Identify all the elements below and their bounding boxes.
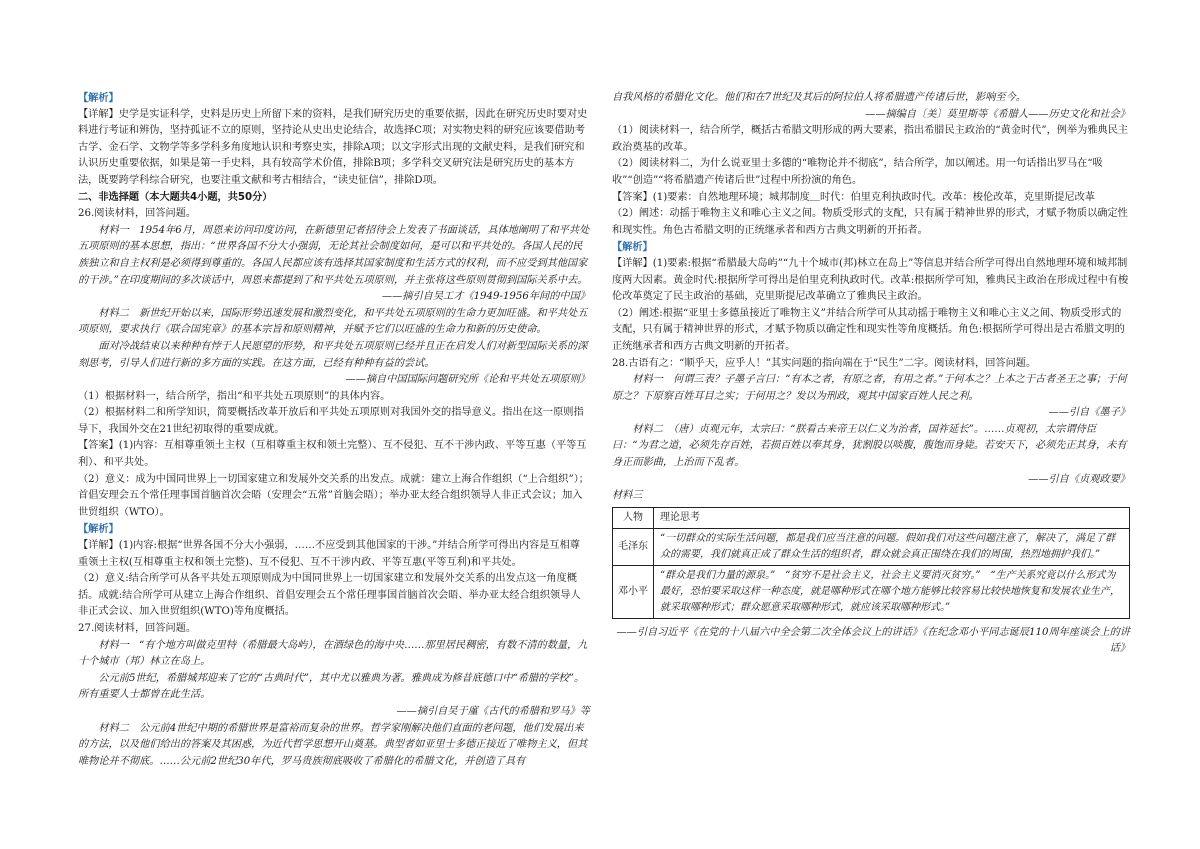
paragraph: 【详解】(1)内容:根据“世界各国不分大小强弱，……不应受到其他国家的干涉。”并结合所学可得出内容是互相尊重领土主权(互相尊重主权和领土完整)、互不侵犯、互不干涉内政、平等互惠(平等互利)和平共处。	[78, 540, 580, 568]
paragraph: ——摘编自〔美〕莫里斯等《希腊人——历史文化和社会》	[865, 108, 1130, 120]
left-column	[78, 90, 590, 770]
paragraph: 材料一 1954年6月，周恩来访问印度访问，在新德里记者招待会上发表了书面谈话，具体地阐明了和平共处五项原则的基本思想，指出：“世界各国不分大小强弱，无论其社会制度如何，是可以和平共处的。各国人民的民族独立和自主权利是必须得到尊重的。各国人民都应该有选择其国家制度和生活方式的权利，而不应受到其他国家的干涉。”在印度期间的多次谈话中，周恩来都提到了和平共处五项原则，并主张将这些原则贯彻到国际关系中去。	[78, 224, 590, 286]
paragraph: 面对冷战结束以来种种有悖于人民愿望的形势，和平共处五项原则已经并且正在启发人们对新型国际关系的深刻思考，引导人们进行新的多方面的实践。在这方面，已经有种种有益的尝试。	[78, 340, 588, 369]
paragraph: 【答案】(1)内容：互相尊重领土主权（互相尊重主权和领土完整）、互不侵犯、互不干涉内政、平等互惠（平等互利）、和平共处。	[78, 440, 587, 469]
table-cell-person: 毛泽东	[613, 528, 654, 565]
right-paragraphs	[612, 90, 1130, 505]
paragraph: 28.古语有之：“顺乎天，应乎人！”其实问题的指向端在于“民生”二字。阅读材料，回答问题。	[612, 357, 1037, 369]
table-cell-quote: “群众是我们力量的源泉。” “贫穷不是社会主义，社会主义要消灭贫穷。” “生产关系究竟以什么形式为最好，恐怕要采取这样一种态度，就是哪种形式在哪个地方能够比较容易比较快地恢复和发展农业生产，就采取哪种形式；群众愿意采取哪种形式，就应该采取哪种形式。”	[654, 565, 1130, 618]
paragraph: 27.阅读材料，回答问题。	[78, 623, 197, 634]
paragraph: 【答案】(1)要素：自然地理环境；城邦制度＿时代：伯里克利执政时代。改革：梭伦改革，克里斯提尼改革	[612, 191, 1096, 203]
closing-source: ——引自习近平《在党的十八届六中全会第二次全体会议上的讲话》《在纪念邓小平同志诞辰110周年座谈会上的讲话》	[616, 626, 1130, 655]
paragraph: （2）意义:结合所学可从各平共处五项原则成为中国同世界上一切国家建立和发展外交关系的出发点这一角度概括。成就:结合所学可从建立上海合作组织、首倡安理会五个常任理事国首脑首次会晤、举办亚太经合组织领导人非正式会议、加入世贸组织(WTO)等角度概括。	[78, 573, 581, 618]
paragraph: 【详解】(1)要素:根据“希腊最大岛屿”“九十个城市(邦)林立在岛上”等信息并结合所学可得出自然地理环境和城邦制度两大因素。黄金时代:根据所学可得出是伯里克利执政时代。改革:根据所学可知，雅典民主政治在形成过程中有梭伦改革奠定了民主政治的基础，克里斯提尼改革确立了雅典民主政治。	[612, 257, 1129, 303]
paragraph: 自我风格的希腊化文化。他们和在7世纪及其后的阿拉伯人将希腊遗产传诸后世，影响至今。	[612, 92, 1026, 103]
paragraph: 公元前5世纪，希腊城邦迎来了它的“古典时代”，其中尤以雅典为著。雅典成为修昔底德口中“希腊的学校”。所有重要人士都曾在此生活。	[78, 672, 585, 701]
paragraph: ——摘引自吴于廑《古代的希腊和罗马》等	[396, 705, 590, 717]
paragraph: 【解析】	[78, 523, 119, 536]
paragraph: （2）阐述:根据“亚里士多德虽接近了唯物主义”并结合所学可从其动摇于唯物主义和唯心主义之间、物质受形式的支配，只有属于精神世界的形式，才赋予物质以确定性和现实性等角度概括。角色:根据所学可得出是古希腊文明的正统继承者和西方古典文明新的开拓者。	[612, 307, 1125, 352]
paragraph: ——引自《墨子》	[1048, 407, 1130, 419]
paragraph: 材料三	[612, 490, 643, 502]
paragraph: （1）根据材料一，结合所学，指出“和平共处五项原则”的具体内容。	[78, 390, 391, 402]
paragraph: 材料二 公元前4世纪中期的希腊世界是富裕而复杂的世界。哲学家刚解决他们直面的老问题，他们发展出来的方法，以及他们给出的答案及其困惑，为近代哲学思想开山奠基。典型者如亚里士多德正接近了唯物主义，但其唯物论并不彻底。……公元前2世纪30年代，罗马贵族彻底吸收了希腊化的希腊文化，并创造了具有	[78, 722, 588, 767]
paragraph: 二、非选择题（本大题共4小题，共50分）	[78, 191, 273, 203]
paragraph: ——摘自中国国际问题研究所《论和平共处五项原则》	[345, 374, 590, 386]
paragraph: 材料二 新世纪开始以来，国际形势迅速发展和激烈变化，和平共处五项原则的生命力更加旺盛。和平共处五项原则，要求执行《联合国宪章》的基本宗旨和原则精神，并赋予它们以旺盛的生命力和新的历史使命。	[78, 307, 588, 336]
table-header-theory: 理论思考	[654, 507, 1130, 528]
material-three-table	[612, 507, 1130, 619]
paragraph: 【解析】	[78, 92, 119, 104]
paragraph: （1）阅读材料一，结合所学，概括古希腊文明形成的两大要素，指出希腊民主政治的“黄金时代”，例举为雅典民主政治奠基的改革。	[612, 125, 1129, 153]
table-header-person: 人物	[613, 507, 654, 528]
table-header-row	[613, 507, 1130, 528]
paragraph: （2）阅读材料二，为什么说亚里士多德的“唯物论并不彻底”，结合所学，加以阐述。用一句话指出罗马在“吸收”“创造”“将希腊遗产传诸后世”过程中所扮演的角色。	[612, 158, 1103, 186]
paragraph: 【解析】	[612, 241, 653, 254]
paragraph: 材料一 何谓三表？子墨子言曰：“有本之者，有原之者，有用之者。”于何本之？上本之于古者圣王之事；于何原之？下原察百姓耳目之实；于何用之？发以为刑政，观其中国家百姓人民之利。	[612, 374, 1127, 402]
table-cell-person: 邓小平	[613, 565, 654, 618]
paragraph: ——摘引自吴工才《1949-1956年间的中国》	[381, 291, 590, 303]
paragraph: 材料二 （唐）贞观元年，太宗曰：“朕看古来帝王以仁义为治者，国祚延长”。……贞观初，太宗谓侍臣曰：“为君之道，必须先存百姓，若损百姓以奉其身，犹割股以啖腹，腹饱而身毙。若安天下，必须先正其身，未有身正而影曲，上治而下乱者。	[612, 423, 1127, 469]
table-row	[613, 565, 1130, 618]
paragraph: 材料一 “有个地方叫做克里特（希腊最大岛屿），在酒绿色的海中央……那里居民稠密，有数不清的数量，九十个城市（邦）林立在岛上。	[78, 639, 588, 668]
paragraph: （2）意义：成为中国同世界上一切国家建立和发展外交关系的出发点。成就：建立上海合作组织（“上合组织”）；首倡安理会五个常任理事国首脑首次会晤（安理会“五常”首脑会晤）；举办亚太经合组织领导人非正式会议；加入世贸组织（WTO）。	[78, 473, 589, 518]
paragraph: 26.阅读材料，回答问题。	[78, 208, 197, 220]
right-column	[612, 90, 1130, 658]
table-row	[613, 528, 1130, 565]
paragraph: （2）阐述：动摇于唯物主义和唯心主义之间。物质受形式的支配，只有属于精神世界的形式，才赋予物质以确定性和现实性。角色古希腊文明的正统继承者和西方古典文明新的开拓者。	[612, 208, 1128, 236]
paragraph: 【详解】史学是实证科学，史料是历史上所留下来的资料，是我们研究历史的重要依据，因此在研究历史时要对史料进行考证和辨伪，坚持孤证不立的原则，坚持论从史出史论结合，故选择C项；对实物史料的研究应该要借助考古学、金石学、文物学等多学科多角度地认识和考察史实，排除A项；以文字形式出现的文献史料，是我们研究和认识历史重要依据，如果是第一手史料，具有较高学术价值，排除B项；多学科交叉研究法是研究历史的基本方法，既要跨学科综合研究，也要注重文献和考古相结合，“读史征信”，排除D项。	[78, 108, 588, 186]
paragraph: （2）根据材料二和所学知识，简要概括改革开放后和平共处五项原则对我国外交的指导意义。指出在这一原则指导下，我国外交在21世纪初取得的重要成就。	[78, 407, 584, 435]
table-cell-quote: “一切群众的实际生活问题，都是我们应当注意的问题。假如我们对这些问题注意了，解决了，满足了群众的需要，我们就真正成了群众生活的组织者，群众就会真正围绕在我们的周围，热烈地拥护我们。”	[654, 528, 1130, 565]
paragraph: ——引自《贞观政要》	[1028, 473, 1130, 485]
